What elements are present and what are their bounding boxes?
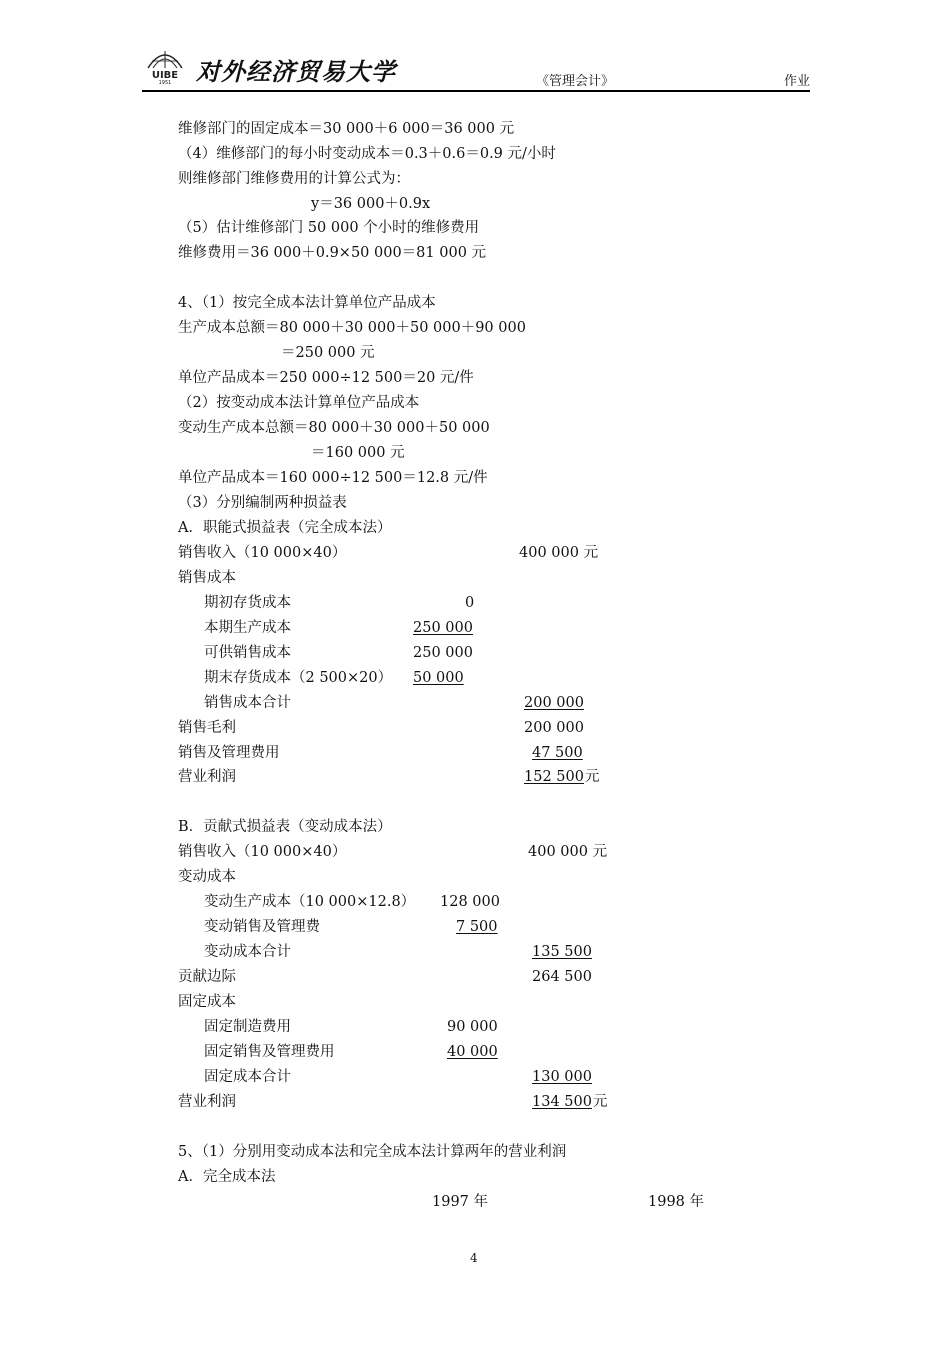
row-value: 250 000 (413, 620, 473, 636)
university-logo (142, 48, 188, 84)
row-value: 128 000 (440, 894, 500, 910)
row-value: 47 500 (532, 745, 583, 761)
row-value: 264 500 (532, 969, 592, 985)
text-line: 维修部门的固定成本＝30 000＋6 000＝36 000 元 (178, 121, 515, 137)
row-value: 200 000 (524, 695, 584, 711)
text-line: 生产成本总额＝80 000＋30 000＋50 000＋90 000 (178, 320, 526, 336)
text-line: （5）估计维修部门 50 000 个小时的维修费用 (178, 220, 480, 236)
text-line: ＝250 000 元 (281, 345, 375, 361)
row-label: 销售成本 (178, 570, 236, 586)
row-label: 营业利润 (178, 769, 236, 785)
row-label: 变动成本合计 (204, 944, 291, 960)
row-label: 变动成本 (178, 869, 236, 885)
row-label: 固定成本 (178, 994, 236, 1010)
logo-year: 1951 (158, 80, 172, 84)
text-line: A．完全成本法 (178, 1169, 276, 1185)
year-heading: 1998 年 (648, 1194, 705, 1210)
row-label: 固定制造费用 (204, 1019, 291, 1035)
row-label: 期末存货成本（2 500×20） (204, 670, 393, 686)
university-name: 对外经济贸易大学 (196, 57, 396, 86)
row-label: 变动生产成本（10 000×12.8） (204, 894, 416, 910)
formula: y＝36 000＋0.9x (311, 196, 431, 212)
row-label: 固定成本合计 (204, 1069, 291, 1085)
row-label: 营业利润 (178, 1094, 236, 1110)
row-label: 固定销售及管理费用 (204, 1044, 335, 1060)
section-label: 作业 (783, 74, 810, 89)
row-value: 134 500 (532, 1094, 592, 1110)
row-label: 销售成本合计 (204, 695, 291, 711)
text-line: 单位产品成本＝160 000÷12 500＝12.8 元/件 (178, 470, 488, 486)
row-value: 400 000 元 (519, 545, 599, 561)
row-label: 贡献边际 (178, 969, 236, 985)
row-unit: 元 (593, 1094, 608, 1110)
logo-label: UIBE (151, 70, 179, 81)
page-number: 4 (470, 1251, 478, 1265)
text-line: 4、（1）按完全成本法计算单位产品成本 (178, 295, 436, 311)
row-value: 40 000 (447, 1044, 498, 1060)
statement-title: B．贡献式损益表（变动成本法） (178, 819, 392, 835)
row-value: 135 500 (532, 944, 592, 960)
text-line: 单位产品成本＝250 000÷12 500＝20 元/件 (178, 370, 474, 386)
text-line: 变动生产成本总额＝80 000＋30 000＋50 000 (178, 420, 490, 436)
text-line: 维修费用＝36 000＋0.9×50 000＝81 000 元 (178, 245, 487, 261)
row-value: 130 000 (532, 1069, 592, 1085)
text-line: （3）分别编制两种损益表 (178, 495, 347, 511)
row-value: 90 000 (447, 1019, 498, 1035)
text-line: 5、（1）分别用变动成本法和完全成本法计算两年的营业利润 (178, 1144, 567, 1160)
text-line: （2）按变动成本法计算单位产品成本 (178, 395, 420, 411)
year-heading: 1997 年 (432, 1194, 489, 1210)
row-value: 250 000 (413, 645, 473, 661)
row-label: 本期生产成本 (204, 620, 291, 636)
row-label: 变动销售及管理费 (204, 919, 320, 935)
row-unit: 元 (585, 769, 600, 785)
row-value: 0 (465, 595, 475, 611)
course-title: 《管理会计》 (536, 74, 615, 89)
text-line: ＝160 000 元 (311, 445, 405, 461)
page-header (142, 46, 810, 92)
row-label: 销售毛利 (178, 720, 236, 736)
statement-title: A．职能式损益表（完全成本法） (178, 520, 392, 536)
row-label: 可供销售成本 (204, 645, 291, 661)
text-line: （4）维修部门的每小时变动成本＝0.3＋0.6＝0.9 元/小时 (178, 146, 556, 162)
row-value: 50 000 (413, 670, 464, 686)
row-label: 期初存货成本 (204, 595, 291, 611)
row-label: 销售收入（10 000×40） (178, 545, 347, 561)
row-label: 销售收入（10 000×40） (178, 844, 347, 860)
row-label: 销售及管理费用 (178, 745, 280, 761)
row-value: 7 500 (456, 919, 498, 935)
row-value: 152 500 (524, 769, 584, 785)
text-line: 则维修部门维修费用的计算公式为： (178, 171, 410, 187)
row-value: 200 000 (524, 720, 584, 736)
row-value: 400 000 元 (528, 844, 608, 860)
